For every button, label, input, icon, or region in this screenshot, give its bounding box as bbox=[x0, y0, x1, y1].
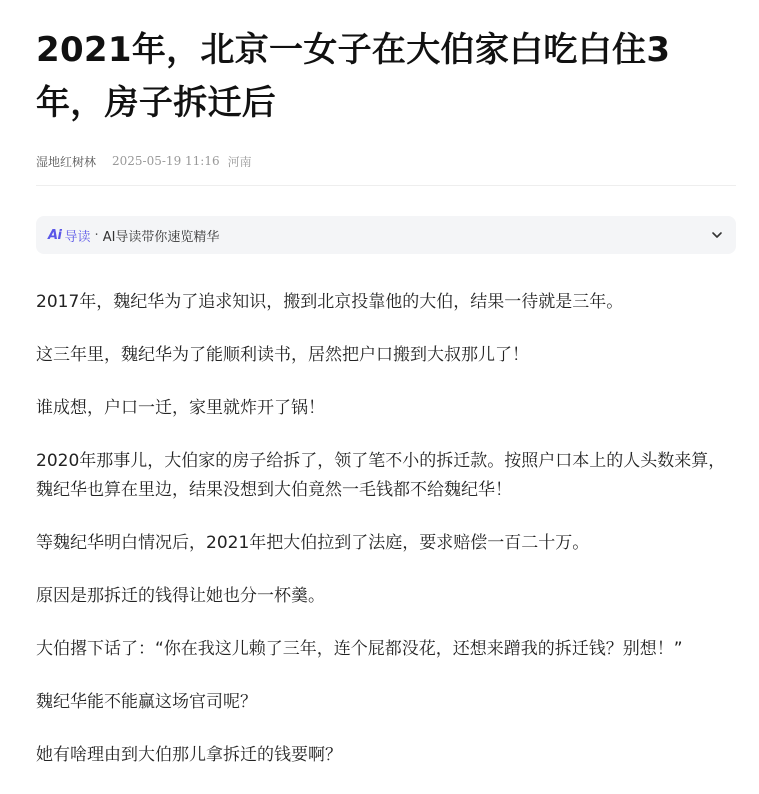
ai-logo-icon: Ai bbox=[48, 227, 62, 243]
paragraph: 她有啥理由到大伯那儿拿拆迁的钱要啊？ bbox=[36, 745, 342, 765]
ai-separator: · bbox=[94, 227, 99, 243]
paragraph: 2017年，魏纪华为了追求知识，搬到北京投靠他的大伯，结果一待就是三年。 bbox=[36, 292, 624, 312]
chevron-down-icon[interactable] bbox=[710, 228, 724, 242]
paragraph: 谁成想，户口一迁，家里就炸开了锅！ bbox=[36, 398, 325, 418]
paragraph: 大伯撂下话了：“你在我这儿赖了三年，连个屁都没花，还想来蹭我的拆迁钱？别想！” bbox=[36, 639, 683, 659]
paragraph: 原因是那拆迁的钱得让她也分一杯羹。 bbox=[36, 586, 325, 606]
ai-guide-label: 导读 bbox=[64, 229, 91, 245]
meta-divider bbox=[36, 185, 736, 186]
paragraph: 等魏纪华明白情况后，2021年把大伯拉到了法庭，要求赔偿一百二十万。 bbox=[36, 533, 590, 553]
ai-summary-bar[interactable] bbox=[36, 216, 736, 254]
ai-summary-text: AI导读带你速览精华 bbox=[102, 229, 220, 245]
article-meta bbox=[36, 151, 736, 171]
paragraph: 2020年那事儿，大伯家的房子给拆了，领了笔不小的拆迁款。按照户口本上的人头数来算，魏纪华也算在里边，结果没想到大伯竟然一毛钱都不给魏纪华！ bbox=[36, 451, 726, 500]
article-title: 2021年，北京一女子在大伯家白吃白住3年，房子拆迁后 bbox=[36, 30, 671, 123]
publish-location: 河南 bbox=[227, 154, 252, 169]
paragraph: 这三年里，魏纪华为了能顺利读书，居然把户口搬到大叔那儿了！ bbox=[36, 345, 529, 365]
publish-time: 2025-05-19 11:16 bbox=[112, 154, 220, 168]
article bbox=[36, 0, 736, 794]
author-name[interactable]: 湿地红树林 bbox=[36, 154, 97, 169]
article-body bbox=[36, 288, 736, 770]
paragraph: 魏纪华能不能赢这场官司呢？ bbox=[36, 692, 257, 712]
